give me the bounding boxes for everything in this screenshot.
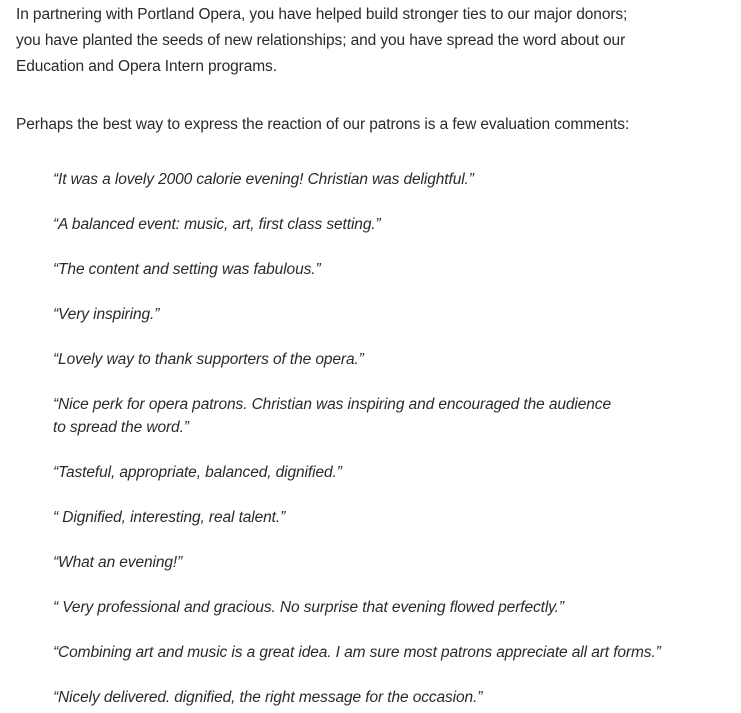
comment-item: [53, 596, 564, 619]
comment-item: [53, 168, 474, 191]
comment-item: [53, 506, 285, 529]
comment-item: [53, 641, 661, 664]
comment-item: [53, 551, 182, 574]
comment-line: “ Dignified, interesting, real talent.”: [53, 509, 286, 526]
comment-item: [53, 461, 342, 484]
comment-line: “Nice perk for opera patrons. Christian was inspiring and encouraged the audience: [53, 396, 611, 413]
comment-line: “What an evening!”: [53, 554, 183, 571]
comment-item: [53, 303, 159, 326]
comment-line: “Lovely way to thank supporters of the opera.”: [53, 351, 364, 368]
intro-line: you have planted the seeds of new relationships; and you have spread the word about our: [16, 32, 626, 49]
comment-line: “ Very professional and gracious. No surprise that evening flowed perfectly.”: [53, 599, 564, 616]
comment-line: “The content and setting was fabulous.”: [53, 261, 321, 278]
comment-line: “A balanced event: music, art, first class setting.”: [53, 216, 381, 233]
comment-line: “It was a lovely 2000 calorie evening! Christian was delightful.”: [53, 171, 474, 188]
lead-in-paragraph: Perhaps the best way to express the reaction of our patrons is a few evaluation comments:: [16, 116, 630, 133]
comment-line: “Combining art and music is a great idea. I am sure most patrons appreciate all art forms.”: [53, 644, 661, 661]
comment-line: to spread the word.”: [53, 419, 189, 436]
intro-paragraph: [16, 2, 736, 80]
comment-line: “Nicely delivered. dignified, the right message for the occasion.”: [53, 689, 483, 706]
comment-item: [53, 213, 381, 236]
comment-line: “Tasteful, appropriate, balanced, dignified.”: [53, 464, 342, 481]
comment-item: [53, 393, 611, 439]
comment-item: [53, 686, 482, 709]
intro-line: In partnering with Portland Opera, you have helped build stronger ties to our major donors;: [16, 6, 628, 23]
comment-line: “Very inspiring.”: [53, 306, 160, 323]
intro-line: Education and Opera Intern programs.: [16, 58, 277, 75]
comment-item: [53, 348, 364, 371]
comment-item: [53, 258, 321, 281]
